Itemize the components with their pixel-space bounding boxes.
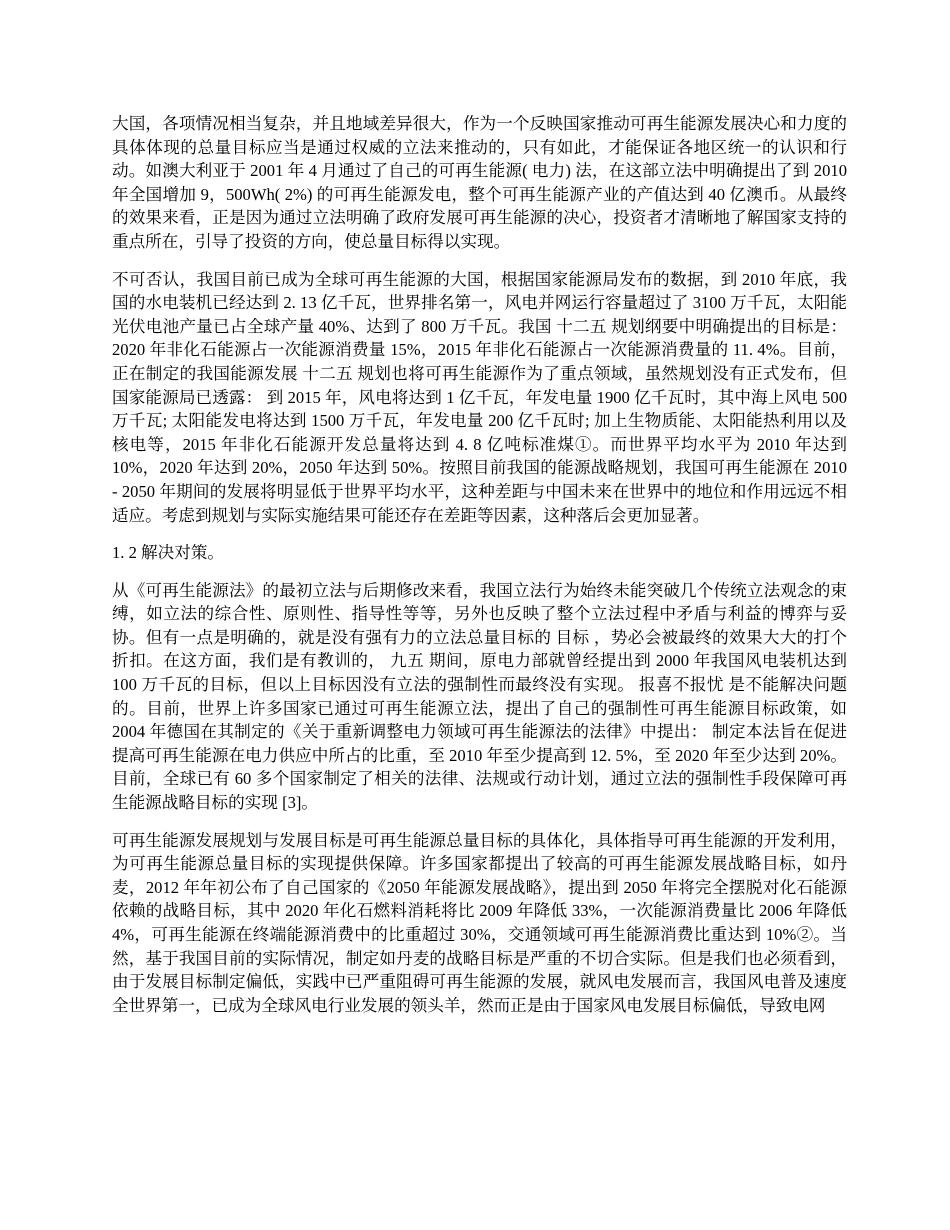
paragraph-2: 不可否认，我国目前已成为全球可再生能源的大国，根据国家能源局发布的数据，到 2010 年底，我国的水电装机已经达到 2. 13 亿千瓦，世界排名第一，风电并网运行容量超过了 3100 万千瓦，太阳能光伏电池产量已占全球产量 40%、达到了 800 万千瓦。我国 十二五 规划纲要中明确提出的目标是： 2020 年非化石能源占一次能源消费量 15%，2015 年非化石能源占一次能源消费量的 11. 4%。目前，正在制定的我国能源发展 十二五 规划也将可再生能源作为了重点领域，虽然规划没有正式发布，但国家能源局已透露： 到 2015 年，风电将达到 1 亿千瓦，年发电量 1900 亿千瓦时，其中海上风电 500 万千瓦; 太阳能发电将达到 1500 万千瓦，年发电量 200 亿千瓦时; 加上生物质能、太阳能热利用以及核电等，2015 年非化石能源开发总量将达到 4. 8 亿吨标准煤①。而世界平均水平为 2010 年达到 10%，2020 年达到 20%，2050 年达到 50%。按照目前我国的能源战略规划，我国可再生能源在 2010 - 2050 年期间的发展将明显低于世界平均水平，这种差距与中国未来在世界中的地位和作用远远不相适应。考虑到规划与实际实施结果可能还存在差距等因素，这种落后会更加显著。 (112, 269, 847, 525)
paragraph-4: 可再生能源发展规划与发展目标是可再生能源总量目标的具体化，具体指导可再生能源的开发利用，为可再生能源总量目标的实现提供保障。许多国家都提出了较高的可再生能源发展战略目标，如丹麦，2012 年年初公布了自己国家的《2050 年能源发展战略》，提出到 2050 年将完全摆脱对化石能源依赖的战略目标，其中 2020 年化石燃料消耗将比 2009 年降低 33%，一次能源消费量比 2006 年降低 4%，可再生能源在终端能源消费中的比重超过 30%，交通领域可再生能源消费比重达到 10%②。当然，基于我国目前的实际情况，制定如丹麦的战略目标是严重的不切合实际。但是我们也必须看到，由于发展目标制定偏低，实践中已严重阻碍可再生能源的发展，就风电发展而言，我国风电普及速度全世界第一，已成为全球风电行业发展的领头羊，然而正是由于国家风电发展目标偏低，导致电网 (112, 830, 847, 1015)
paragraph-1: 大国，各项情况相当复杂，并且地域差异很大，作为一个反映国家推动可再生能源发展决心和力度的具体体现的总量目标应当是通过权威的立法来推动的，只有如此，才能保证各地区统一的认识和行动。如澳大利亚于 2001 年 4 月通过了自己的可再生能源( 电力) 法，在这部立法中明确提出了到 2010 年全国增加 9，500Wh( 2%) 的可再生能源发电，整个可再生能源产业的产值达到 40 亿澳币。从最终的效果来看，正是因为通过立法明确了政府发展可再生能源的决心，投资者才清晰地了解国家支持的重点所在，引导了投资的方向，使总量目标得以实现。 (112, 114, 847, 251)
section-heading: 1. 2 解决对策。 (112, 543, 225, 563)
paragraph-3: 从《可再生能源法》的最初立法与后期修改来看，我国立法行为始终未能突破几个传统立法观念的束缚，如立法的综合性、原则性、指导性等等，另外也反映了整个立法过程中矛盾与利益的博弈与妥协。但有一点是明确的，就是没有强有力的立法总量目标的 目标 ，势必会被最终的效果大大的打个折扣。在这方面，我们是有教训的， 九五 期间，原电力部就曾经提出到 2000 年我国风电装机达到 100 万千瓦的目标，但以上目标因没有立法的强制性而最终没有实现。 报喜不报忧 是不能解决问题的。目前，世界上许多国家已通过可再生能源立法，提出了自己的强制性可再生能源目标政策，如 2004 年德国在其制定的《关于重新调整电力领域可再生能源法的法律》中提出： 制定本法旨在促进提高可再生能源在电力供应中所占的比重，至 2010 年至少提高到 12. 5%，至 2020 年至少达到 20%。目前，全球已有 60 多个国家制定了相关的法律、法规或行动计划，通过立法的强制性手段保障可再生能源战略目标的实现 [3]。 (112, 580, 847, 813)
document-body (112, 112, 847, 1031)
